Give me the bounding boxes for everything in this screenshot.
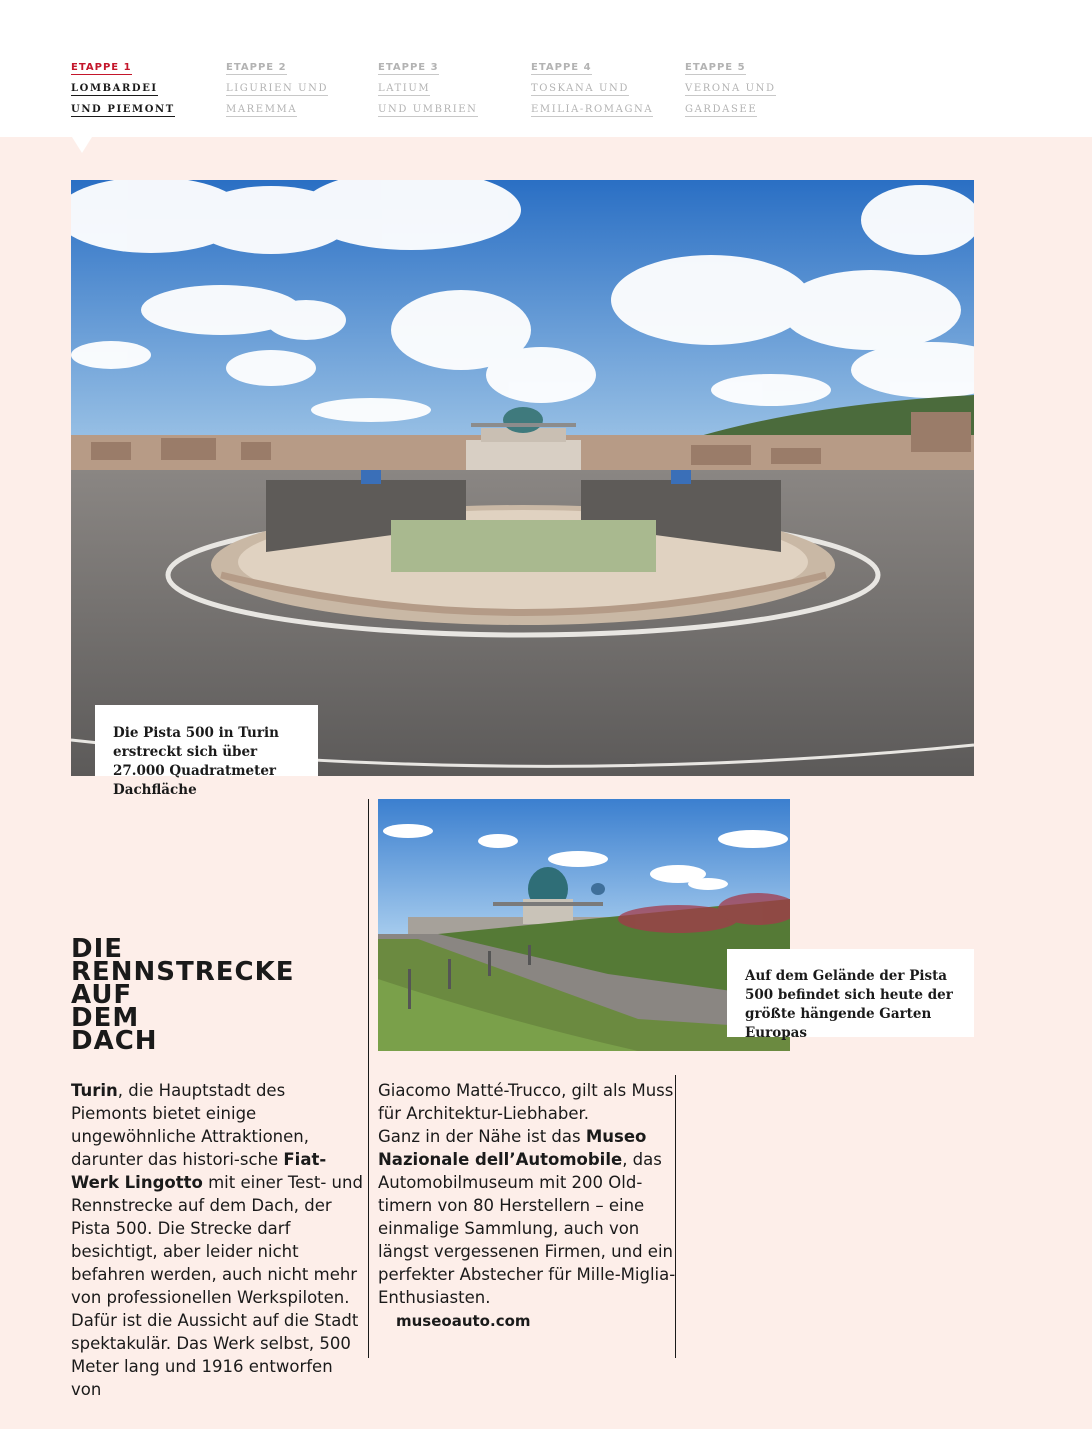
hero-caption: Die Pista 500 in Turin erstreckt sich über 27.000 Quadratmeter Dachfläche xyxy=(95,705,318,776)
headline-line: DACH xyxy=(71,1026,158,1056)
stage-title-line-2: UND PIEMONT xyxy=(71,104,175,115)
stage-number: ETAPPE 5 xyxy=(685,62,746,73)
headline-line: DIE xyxy=(71,934,124,964)
stage-number: ETAPPE 4 xyxy=(531,62,592,73)
stage-title-line-1: LATIUM xyxy=(378,83,431,94)
stage-number: ETAPPE 1 xyxy=(71,62,132,73)
active-stage-pointer xyxy=(72,137,92,153)
body-text: mit einer Test- und Rennstrecke auf dem Dach, der Pista 500. Die Strecke darf besichtigt, aber leider nicht befahren werden, auch nicht mehr von professionellen Werkspiloten. Dafür ist die Aussicht auf die Stadt spektakulär. Das Werk selbst, 500 Meter lang und 1916 entworfen von xyxy=(71,1173,363,1399)
stage-title-line-1: TOSKANA UND xyxy=(531,83,629,94)
stage-title-line-2: MAREMMA xyxy=(226,104,298,115)
nav-stage-5[interactable] xyxy=(685,55,776,118)
stage-title-line-1: LIGURIEN UND xyxy=(226,83,329,94)
body-text: Giacomo Matté-Trucco, gilt als Muss für Architektur-Liebhaber. xyxy=(378,1081,674,1123)
article-column-1 xyxy=(71,1079,363,1401)
headline-line: AUF xyxy=(71,980,133,1010)
stage-title-line-2: UND UMBRIEN xyxy=(378,104,478,115)
nav-stage-4[interactable] xyxy=(531,55,653,118)
bold-text: Turin xyxy=(71,1081,118,1100)
museum-website-link[interactable]: museoauto.com xyxy=(396,1312,531,1330)
column-divider-left xyxy=(368,799,369,1358)
stage-title-line-2: EMILIA-ROMAGNA xyxy=(531,104,654,115)
article-headline xyxy=(71,934,295,1056)
headline-line: RENNSTRECKE xyxy=(71,957,295,987)
hero-photo-pista-500 xyxy=(71,180,974,776)
article-column-2 xyxy=(378,1079,676,1333)
nav-stage-1[interactable] xyxy=(71,55,175,118)
stage-title-line-1: VERONA UND xyxy=(685,83,776,94)
body-text: , die Hauptstadt des Piemonts bietet einige ungewöhnliche Attraktionen, darunter das histori-sche xyxy=(71,1081,309,1169)
bold-text: Museo Nazionale dell’Automobile xyxy=(378,1127,647,1169)
body-text: , das Automobilmuseum mit 200 Old-timern von 80 Herstellern – eine einmalige Sammlung, auch von längst vergessenen Firmen, und ein perfekter Abstecher für Mille-Miglia-Enthusiasten. xyxy=(378,1150,676,1307)
garden-caption: Auf dem Gelände der Pista 500 befindet sich heute der größte hängende Garten Europas xyxy=(727,949,974,1037)
body-text: Ganz in der Nähe ist das xyxy=(378,1127,586,1146)
stage-title-line-2: GARDASEE xyxy=(685,104,758,115)
headline-line: DEM xyxy=(71,1003,140,1033)
stage-title-line-1: LOMBARDEI xyxy=(71,83,158,94)
bold-text: Fiat-Werk Lingotto xyxy=(71,1150,327,1192)
stage-number: ETAPPE 3 xyxy=(378,62,439,73)
stage-number: ETAPPE 2 xyxy=(226,62,287,73)
nav-stage-2[interactable] xyxy=(226,55,328,118)
nav-stage-3[interactable] xyxy=(378,55,478,118)
